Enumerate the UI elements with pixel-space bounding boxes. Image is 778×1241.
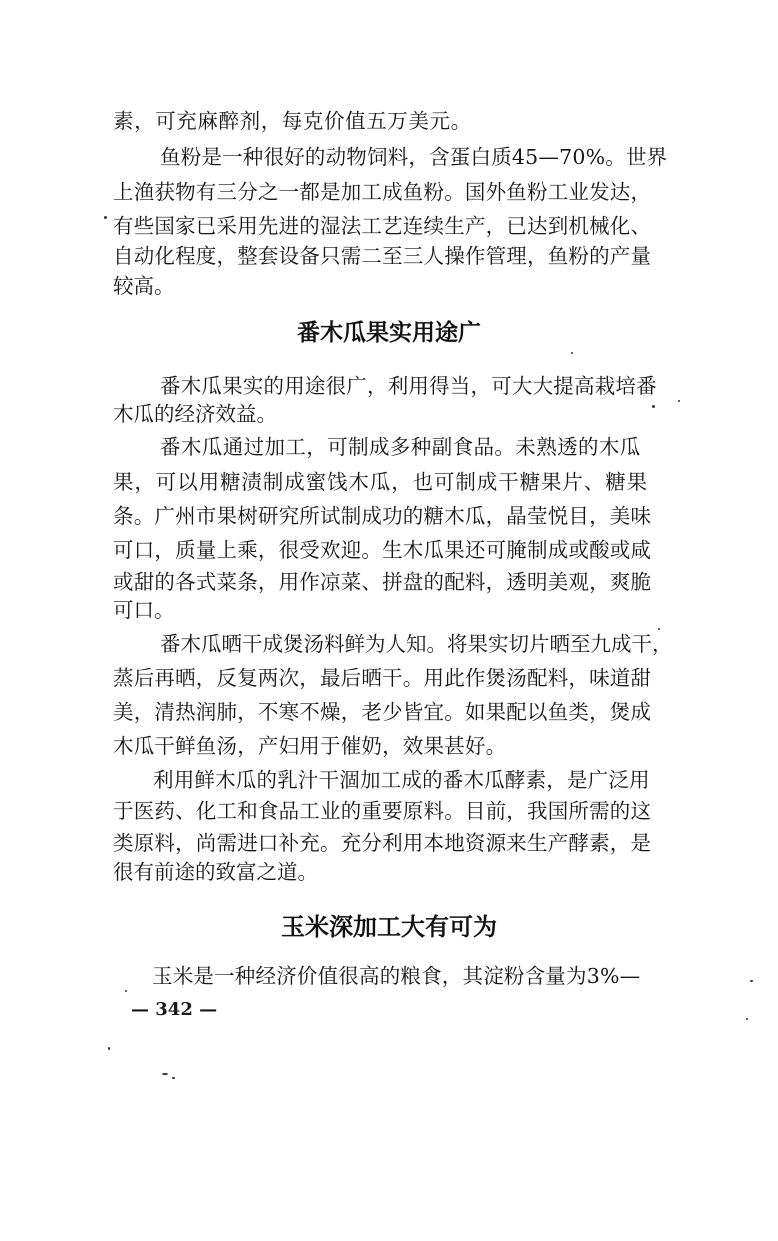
scan-speck bbox=[172, 1077, 175, 1079]
text-line: 蒸后再晒，反复两次，最后晒干。用此作煲汤配料，味道甜 bbox=[113, 666, 652, 690]
text-line: 于医药、化工和食品工业的重要原料。目前，我国所需的这 bbox=[113, 799, 652, 823]
text-line: 番木瓜晒干成煲汤料鲜为人知。将果实切片晒至九成干， bbox=[160, 632, 673, 656]
text-line: 自动化程度，整套设备只需二至三人操作管理，鱼粉的产量 bbox=[113, 244, 652, 268]
text-line: 美，清热润肺，不寒不燥，老少皆宜。如果配以鱼类，煲成 bbox=[113, 700, 652, 724]
text-line: 有些国家已采用先进的湿法工艺连续生产，已达到机械化、 bbox=[113, 214, 652, 238]
text-line: 鱼粉是一种很好的动物饲料，含蛋白质45—70%。世界 bbox=[160, 145, 668, 169]
text-line: 番木瓜果实的用途很广，利用得当，可大大提高栽培番 bbox=[160, 374, 657, 398]
page-number: — 342 — bbox=[131, 999, 218, 1020]
text-line: 较高。 bbox=[113, 274, 175, 298]
text-line: 类原料，尚需进口补充。充分利用本地资源来生产酵素，是 bbox=[113, 831, 652, 855]
scan-speck bbox=[652, 405, 655, 408]
scan-speck bbox=[125, 990, 127, 992]
scan-speck bbox=[658, 628, 660, 630]
text-line: 很有前途的致富之道。 bbox=[113, 860, 318, 884]
section-heading-corn: 玉米深加工大有可为 bbox=[281, 912, 497, 941]
text-line: 木瓜的经济效益。 bbox=[113, 402, 277, 426]
text-line: 玉米是一种经济价值很高的粮食，其淀粉含量为3%— bbox=[152, 964, 641, 988]
section-heading-papaya: 番木瓜果实用途广 bbox=[297, 319, 481, 346]
text-line: 木瓜干鲜鱼汤，产妇用于催奶，效果甚好。 bbox=[113, 734, 507, 758]
scan-speck bbox=[108, 1047, 110, 1050]
text-line: 可口。 bbox=[113, 598, 175, 622]
scan-speck bbox=[571, 352, 573, 354]
scan-speck bbox=[162, 1073, 168, 1075]
text-line: 上渔获物有三分之一都是加工成鱼粉。国外鱼粉工业发达， bbox=[113, 180, 652, 204]
scan-speck bbox=[104, 216, 107, 219]
text-line: 条。广州市果树研究所试制成功的糖木瓜，晶莹悦目，美味 bbox=[113, 504, 652, 528]
text-line: 利用鲜木瓜的乳汁干涸加工成的番木瓜酵素，是广泛用 bbox=[153, 768, 650, 792]
scan-speck bbox=[750, 980, 753, 982]
text-line: 素，可充麻醉剂，每克价值五万美元。 bbox=[113, 109, 472, 133]
scan-speck bbox=[746, 1018, 748, 1020]
text-line: 或甜的各式菜条，用作凉菜、拼盘的配料，透明美观，爽脆 bbox=[113, 570, 652, 594]
text-line: 果，可以用糖渍制成蜜饯木瓜，也可制成干糖果片、糖果 bbox=[113, 470, 648, 494]
text-line: 番木瓜通过加工，可制成多种副食品。未熟透的木瓜 bbox=[160, 435, 641, 459]
text-line: 可口，质量上乘，很受欢迎。生木瓜果还可腌制成或酸或咸 bbox=[113, 538, 652, 562]
scan-speck bbox=[678, 400, 680, 402]
